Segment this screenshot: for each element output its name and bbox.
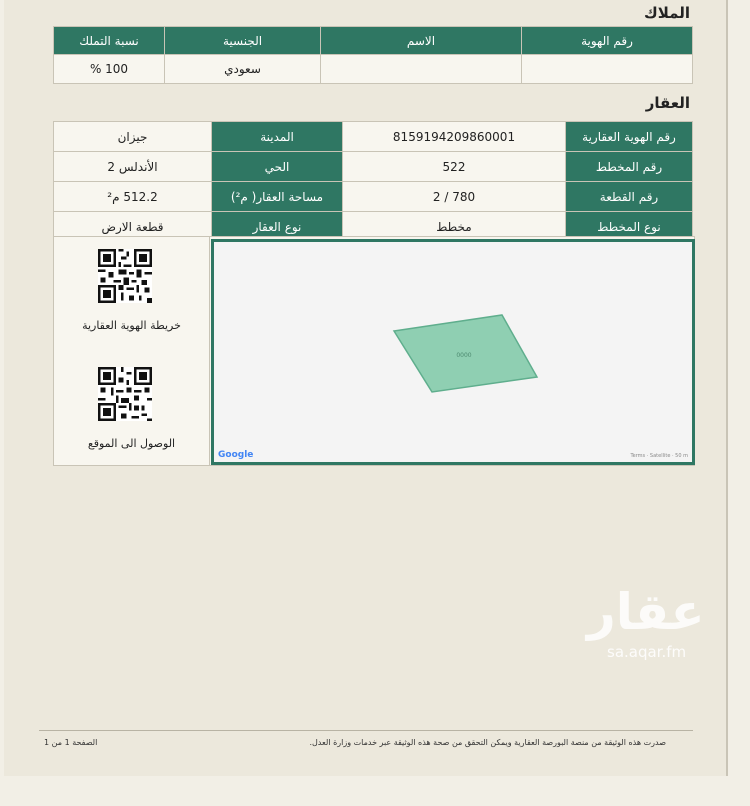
header-id-number: رقم الهوية [522, 27, 693, 55]
owners-section-title: الملاك [644, 4, 690, 22]
aqar-watermark-url: sa.aqar.fm [607, 643, 687, 661]
location-qr-code-icon[interactable] [98, 367, 152, 421]
header-name: الاسم [321, 27, 522, 55]
value-property-type: قطعة الارض [54, 212, 212, 242]
value-district: الأندلس 2 [54, 152, 212, 182]
page-number: الصفحة 1 من 1 [44, 738, 98, 747]
label-plan-number: رقم المخطط [566, 152, 693, 182]
owner-name [321, 55, 522, 84]
estate-row [54, 182, 693, 212]
estate-section-title: العقار [645, 94, 690, 112]
label-property-type: نوع العقار [212, 212, 343, 242]
aqar-watermark: عقار [587, 583, 705, 641]
owner-ownership-ratio: 100 % [54, 55, 165, 84]
estate-row [54, 152, 693, 182]
owner-id-number [522, 55, 693, 84]
label-plot-number: رقم القطعة [566, 182, 693, 212]
footer-divider [39, 730, 693, 731]
label-property-id: رقم الهوية العقارية [566, 122, 693, 152]
owners-header-row [54, 27, 693, 55]
value-area: 512.2 م² [54, 182, 212, 212]
estate-row [54, 122, 693, 152]
location-qr-label: الوصول الى الموقع [87, 437, 176, 450]
value-plan-number: 522 [343, 152, 566, 182]
value-plan-type: مخطط [343, 212, 566, 242]
map-qr-label: خريطة الهوية العقارية [82, 319, 181, 332]
label-city: المدينة [212, 122, 343, 152]
owners-data-row [54, 55, 693, 84]
document-page [4, 0, 728, 776]
qr-column [54, 237, 210, 465]
value-property-id: 8159194209860001 [343, 122, 566, 152]
label-district: الحي [212, 152, 343, 182]
value-plot-number: 780 / 2 [343, 182, 566, 212]
map-credit: Terms · Satellite · 50 m [630, 453, 688, 459]
label-area: مساحة العقار( م²) [212, 182, 343, 212]
parcel-label: 0000 [456, 352, 472, 359]
google-logo: Google [218, 450, 254, 460]
property-map[interactable] [211, 239, 695, 465]
label-plan-type: نوع المخطط [566, 212, 693, 242]
estate-table [53, 121, 693, 242]
header-ownership-ratio: نسبة التملك [54, 27, 165, 55]
footer-note: صدرت هذه الوثيقة من منصة البورصة العقارية ويمكن التحقق من صحة هذه الوثيقة عبر خدمات وزارة العدل. [309, 738, 666, 747]
owner-nationality: سعودي [165, 55, 321, 84]
owners-table [53, 26, 693, 84]
map-qr-code-icon[interactable] [98, 249, 152, 303]
map-and-qr-panel [53, 236, 695, 466]
header-nationality: الجنسية [165, 27, 321, 55]
value-city: جيزان [54, 122, 212, 152]
